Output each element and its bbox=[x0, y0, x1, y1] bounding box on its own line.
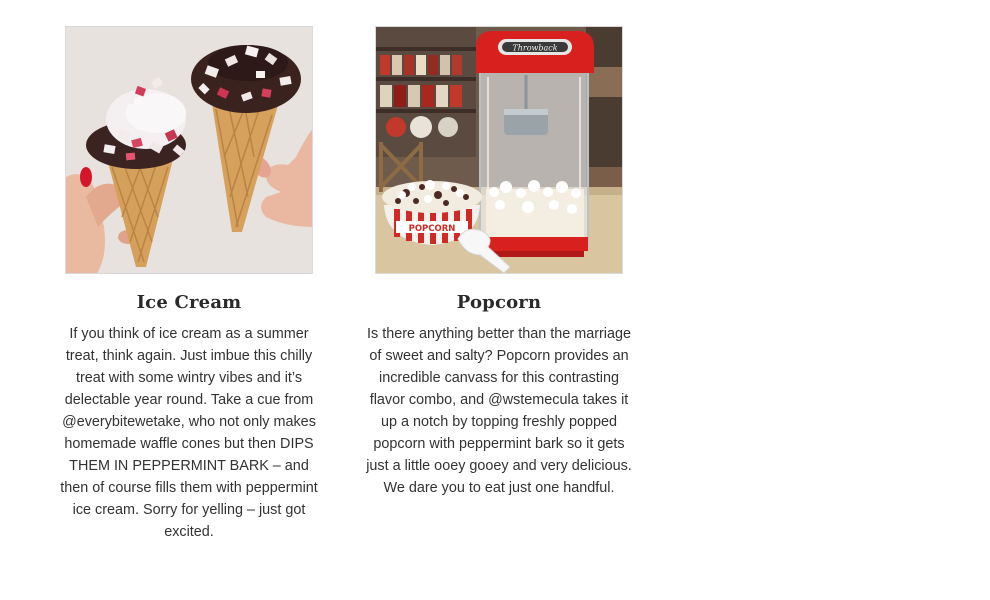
card-body-text: If you think of ice cream as a summer treat, think again. Just imbue this chilly treat with some wintry vibes and it’s delectable year round. Take a cue from @everybitewetake, who not only makes homemade waffle cones but then DIPS THEM IN PEPPERMINT BARK – and then of course fills them with peppermint ice cream. Sorry for yelling – just got excited. bbox=[60, 326, 318, 540]
bowl-label: POPCORN bbox=[408, 224, 456, 234]
ice-cream-image bbox=[66, 27, 313, 274]
popcorn-photo[interactable] bbox=[375, 26, 623, 274]
popcorn-image bbox=[376, 27, 623, 274]
card-title: Popcorn bbox=[456, 292, 542, 313]
ice-cream-photo[interactable] bbox=[65, 26, 313, 274]
machine-label: Throwback bbox=[512, 43, 558, 53]
card-title: Ice Cream bbox=[136, 292, 242, 313]
article-card-popcorn bbox=[366, 26, 632, 499]
article-card-ice-cream bbox=[56, 26, 322, 543]
card-body-text: Is there anything better than the marriage of sweet and salty? Popcorn provides an incredible canvass for this contrasting flavor combo, and @wstemecula takes it up a notch by topping freshly popped popcorn with peppermint bark so it gets just a little ooey gooey and very delicious. We dare you to eat just one handful. bbox=[366, 326, 632, 496]
